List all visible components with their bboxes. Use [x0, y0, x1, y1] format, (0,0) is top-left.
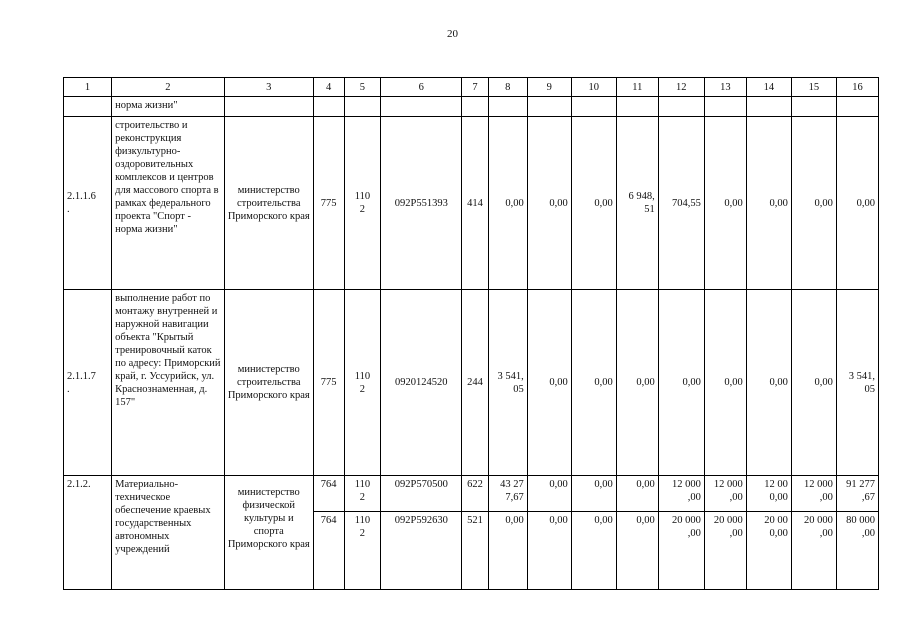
executor-cell: министерство строительства Приморского края [224, 117, 313, 290]
cell: 0,00 [571, 290, 616, 476]
cell: 092P551393 [381, 117, 462, 290]
cell: 0,00 [527, 290, 571, 476]
header-cell: 9 [527, 78, 571, 97]
cell: 0,00 [488, 512, 527, 590]
cell: 0,00 [488, 117, 527, 290]
cell: 0,00 [616, 290, 658, 476]
cell: 110 2 [344, 512, 381, 590]
header-cell: 5 [344, 78, 381, 97]
cell: 12 000 ,00 [704, 476, 746, 512]
cell: 0,00 [571, 117, 616, 290]
cell: 20 000 ,00 [658, 512, 704, 590]
cell: 0,00 [836, 117, 878, 290]
cell: 3 541, 05 [488, 290, 527, 476]
cell: 0,00 [571, 512, 616, 590]
row-number: 2.1.2. [64, 476, 112, 590]
cell: 0,00 [616, 512, 658, 590]
cell: 6 948, 51 [616, 117, 658, 290]
cell: 775 [313, 117, 344, 290]
cell: 775 [313, 290, 344, 476]
cell: 80 000 ,00 [836, 512, 878, 590]
table-row [64, 476, 879, 512]
cell: 0,00 [658, 290, 704, 476]
cell: 12 000 ,00 [791, 476, 836, 512]
table-row [64, 117, 879, 290]
cell: 3 541, 05 [836, 290, 878, 476]
table-row [64, 290, 879, 476]
cell: 110 2 [344, 117, 381, 290]
header-cell: 16 [836, 78, 878, 97]
table-row [64, 97, 879, 117]
cell: 0,00 [527, 476, 571, 512]
header-cell: 10 [571, 78, 616, 97]
desc-cell: строительство и реконструкция физкультурно-оздоровительных комплексов и центров для массового спорта в рамках федерального проекта "Спорт - норма жизни" [112, 117, 225, 290]
cell: 0,00 [791, 290, 836, 476]
header-cell: 14 [746, 78, 791, 97]
header-row [64, 78, 879, 97]
cell: 0,00 [527, 512, 571, 590]
cell: 0,00 [704, 117, 746, 290]
cell: 0,00 [616, 476, 658, 512]
cell: 110 2 [344, 476, 381, 512]
cell: 110 2 [344, 290, 381, 476]
cell: 414 [462, 117, 489, 290]
header-cell: 7 [462, 78, 489, 97]
header-cell: 11 [616, 78, 658, 97]
executor-cell: министерство строительства Приморского края [224, 290, 313, 476]
cell: 0,00 [791, 117, 836, 290]
header-cell: 3 [224, 78, 313, 97]
cell: 43 27 7,67 [488, 476, 527, 512]
header-cell: 1 [64, 78, 112, 97]
header-cell: 12 [658, 78, 704, 97]
cell: 764 [313, 476, 344, 512]
budget-table [63, 77, 879, 590]
header-cell: 4 [313, 78, 344, 97]
cell: 91 277 ,67 [836, 476, 878, 512]
cell: 20 000 ,00 [704, 512, 746, 590]
cell: 622 [462, 476, 489, 512]
row-number: 2.1.1.7 . [64, 290, 112, 476]
cell: 092P592630 [381, 512, 462, 590]
cell: 0,00 [746, 290, 791, 476]
header-cell: 2 [112, 78, 225, 97]
header-cell: 15 [791, 78, 836, 97]
cell: 12 000 ,00 [658, 476, 704, 512]
cell: 092P570500 [381, 476, 462, 512]
cell: 244 [462, 290, 489, 476]
cell: 0,00 [571, 476, 616, 512]
desc-cell: норма жизни" [112, 97, 225, 117]
page-number: 20 [447, 28, 458, 40]
executor-cell: министерство физической культуры и спорта Приморского края [224, 476, 313, 590]
cell: 20 00 0,00 [746, 512, 791, 590]
header-cell: 8 [488, 78, 527, 97]
row-number: 2.1.1.6 . [64, 117, 112, 290]
cell: 704,55 [658, 117, 704, 290]
cell: 0,00 [746, 117, 791, 290]
header-cell: 13 [704, 78, 746, 97]
cell: 20 000 ,00 [791, 512, 836, 590]
cell: 764 [313, 512, 344, 590]
cell: 521 [462, 512, 489, 590]
cell: 0920124520 [381, 290, 462, 476]
cell: 12 00 0,00 [746, 476, 791, 512]
desc-cell: Материально-техническое обеспечение краевых государственных автономных учреждений [112, 476, 225, 590]
desc-cell: выполнение работ по монтажу внутренней и наружной навигации объекта "Крытый тренировочный каток по адресу: Приморский край, г. Уссурийск, ул. Краснознаменная, д. 157" [112, 290, 225, 476]
cell: 0,00 [527, 117, 571, 290]
header-cell: 6 [381, 78, 462, 97]
cell: 0,00 [704, 290, 746, 476]
